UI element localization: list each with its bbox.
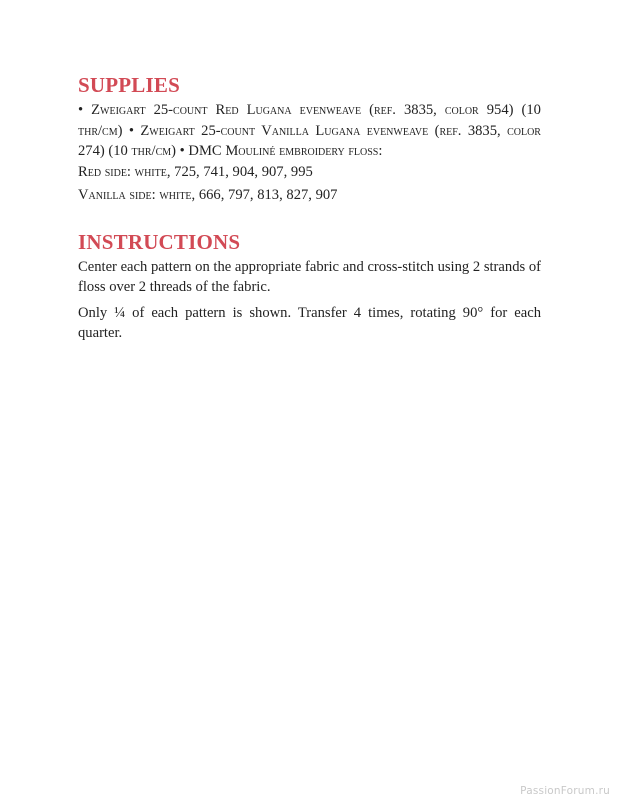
supplies-item3-name: Mouliné embroidery floss: xyxy=(225,143,383,159)
red-side-label: Red side: white, xyxy=(78,163,171,180)
supplies-item1-ref: 3835, xyxy=(395,102,445,118)
watermark: PassionForum.ru xyxy=(520,785,610,797)
vanilla-side-label: Vanilla side: white, xyxy=(78,187,196,203)
red-side-line xyxy=(78,162,541,183)
supplies-item2-end: ) • DMC xyxy=(171,143,226,159)
supplies-bullet: • xyxy=(78,102,92,118)
instructions-paragraph-2: Only ¼ of each pattern is shown. Transfer 4 times, rotating 90° for each quarter. xyxy=(78,304,541,341)
supplies-item2-color: 274) (10 xyxy=(78,143,132,159)
supplies-list xyxy=(78,100,541,162)
supplies-item2-unit: thr/cm xyxy=(131,143,172,159)
supplies-item1-color: 954) (10 xyxy=(478,102,541,118)
supplies-item1-unit: thr/cm xyxy=(78,122,118,139)
vanilla-side-line xyxy=(78,185,541,206)
instructions-paragraph-1: Center each pattern on the appropriate fabric and cross-stitch using 2 strands of floss over 2 threads of the fabric. xyxy=(78,258,541,295)
vanilla-side-values: 666, 797, 813, 827, 907 xyxy=(195,187,338,203)
supplies-item1-end: ) • xyxy=(117,122,141,139)
document-page xyxy=(78,70,541,344)
supplies-item1-color-label: color xyxy=(444,102,479,118)
supplies-item2-color-label: color xyxy=(507,122,541,139)
red-side-values: 725, 741, 904, 907, 995 xyxy=(170,163,313,180)
supplies-item2-ref: 3835, xyxy=(461,122,508,139)
supplies-item2-name: Zweigart 25-count Vanilla Lugana evenweave (ref. xyxy=(140,122,462,139)
instructions-heading: INSTRUCTIONS xyxy=(78,229,241,254)
supplies-item1-name: Zweigart 25-count Red Lugana evenweave (ref. xyxy=(91,102,396,118)
supplies-heading: SUPPLIES xyxy=(78,73,180,97)
